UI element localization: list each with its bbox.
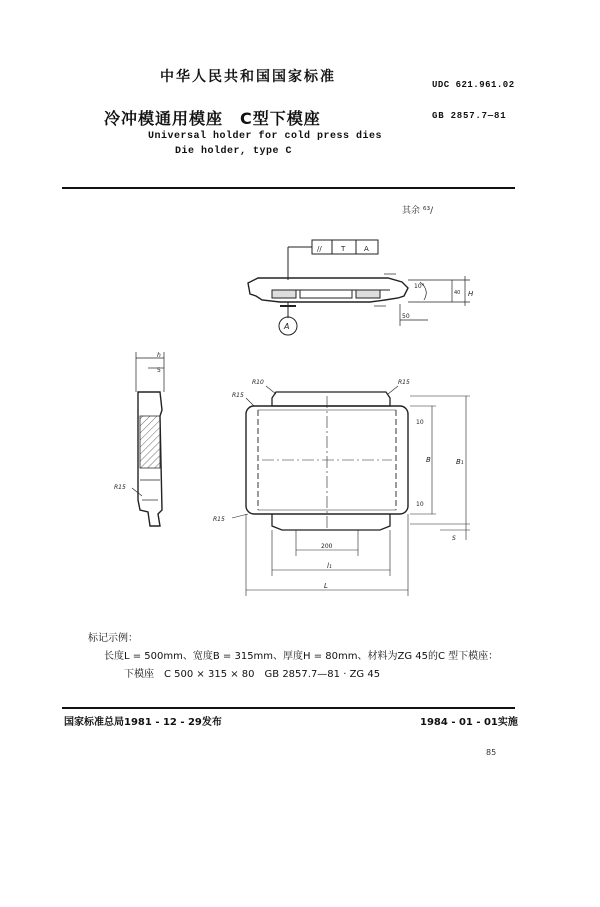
marking-example-line2: 下模座 C 500 × 315 × 80 GB 2857.7—81 · ZG 45 xyxy=(124,669,381,680)
side-radius-r15: R15 xyxy=(114,484,126,491)
page-number: 85 xyxy=(486,748,497,757)
dim-10-bottom: 10 xyxy=(416,501,424,508)
issued-date: 国家标准总局1981 - 12 - 29发布 xyxy=(64,717,222,728)
plan-radius-r15-right: R15 xyxy=(398,379,410,386)
datum-label: A xyxy=(284,322,290,331)
dim-5: 5 xyxy=(157,367,161,374)
footer-rule xyxy=(62,707,515,709)
tolerance-value: T xyxy=(341,245,346,253)
document-title-en-line2: Die holder, type C xyxy=(175,146,293,157)
marking-example-heading: 标记示例： xyxy=(88,633,138,644)
dim-40: 40 xyxy=(454,290,461,296)
dim-10-top: 10 xyxy=(416,419,424,426)
front-view xyxy=(248,274,470,335)
plan-view xyxy=(232,386,470,596)
plan-radius-r15-bottom: R15 xyxy=(213,516,225,523)
plan-radius-r15-left: R15 xyxy=(232,392,244,399)
dim-B: B xyxy=(426,456,431,464)
dim-h: h xyxy=(157,352,161,359)
dim-l1: l₁ xyxy=(327,562,332,570)
effective-date: 1984 - 01 - 01实施 xyxy=(420,717,518,728)
tolerance-datum: A xyxy=(364,245,369,253)
dim-B1: B₁ xyxy=(456,458,464,466)
dim-10-degree: 10° xyxy=(414,283,425,290)
gb-standard-number: GB 2857.7—81 xyxy=(432,111,507,121)
side-view xyxy=(132,352,164,526)
tolerance-parallel-symbol: // xyxy=(317,245,322,253)
document-title-cn: 冷冲模通用模座 C型下模座 xyxy=(104,109,321,128)
national-standard-label: 中华人民共和国国家标准 xyxy=(160,69,336,85)
document-title-en-line1: Universal holder for cold press dies xyxy=(148,131,383,142)
dim-50: 50 xyxy=(402,313,410,320)
marking-example-line1: 长度L = 500mm、宽度B = 315mm、厚度H = 80mm、材料为ZG 45的C 型下模座： xyxy=(104,651,499,662)
surface-roughness-note: 其余 ⁶³∕ xyxy=(402,206,434,216)
dim-L: L xyxy=(324,582,328,590)
udc-number: UDC 621.961.02 xyxy=(432,80,515,90)
dim-200: 200 xyxy=(321,543,333,550)
plan-radius-r10: R10 xyxy=(252,379,264,386)
dim-H: H xyxy=(468,290,474,298)
dim-S: S xyxy=(452,535,456,542)
